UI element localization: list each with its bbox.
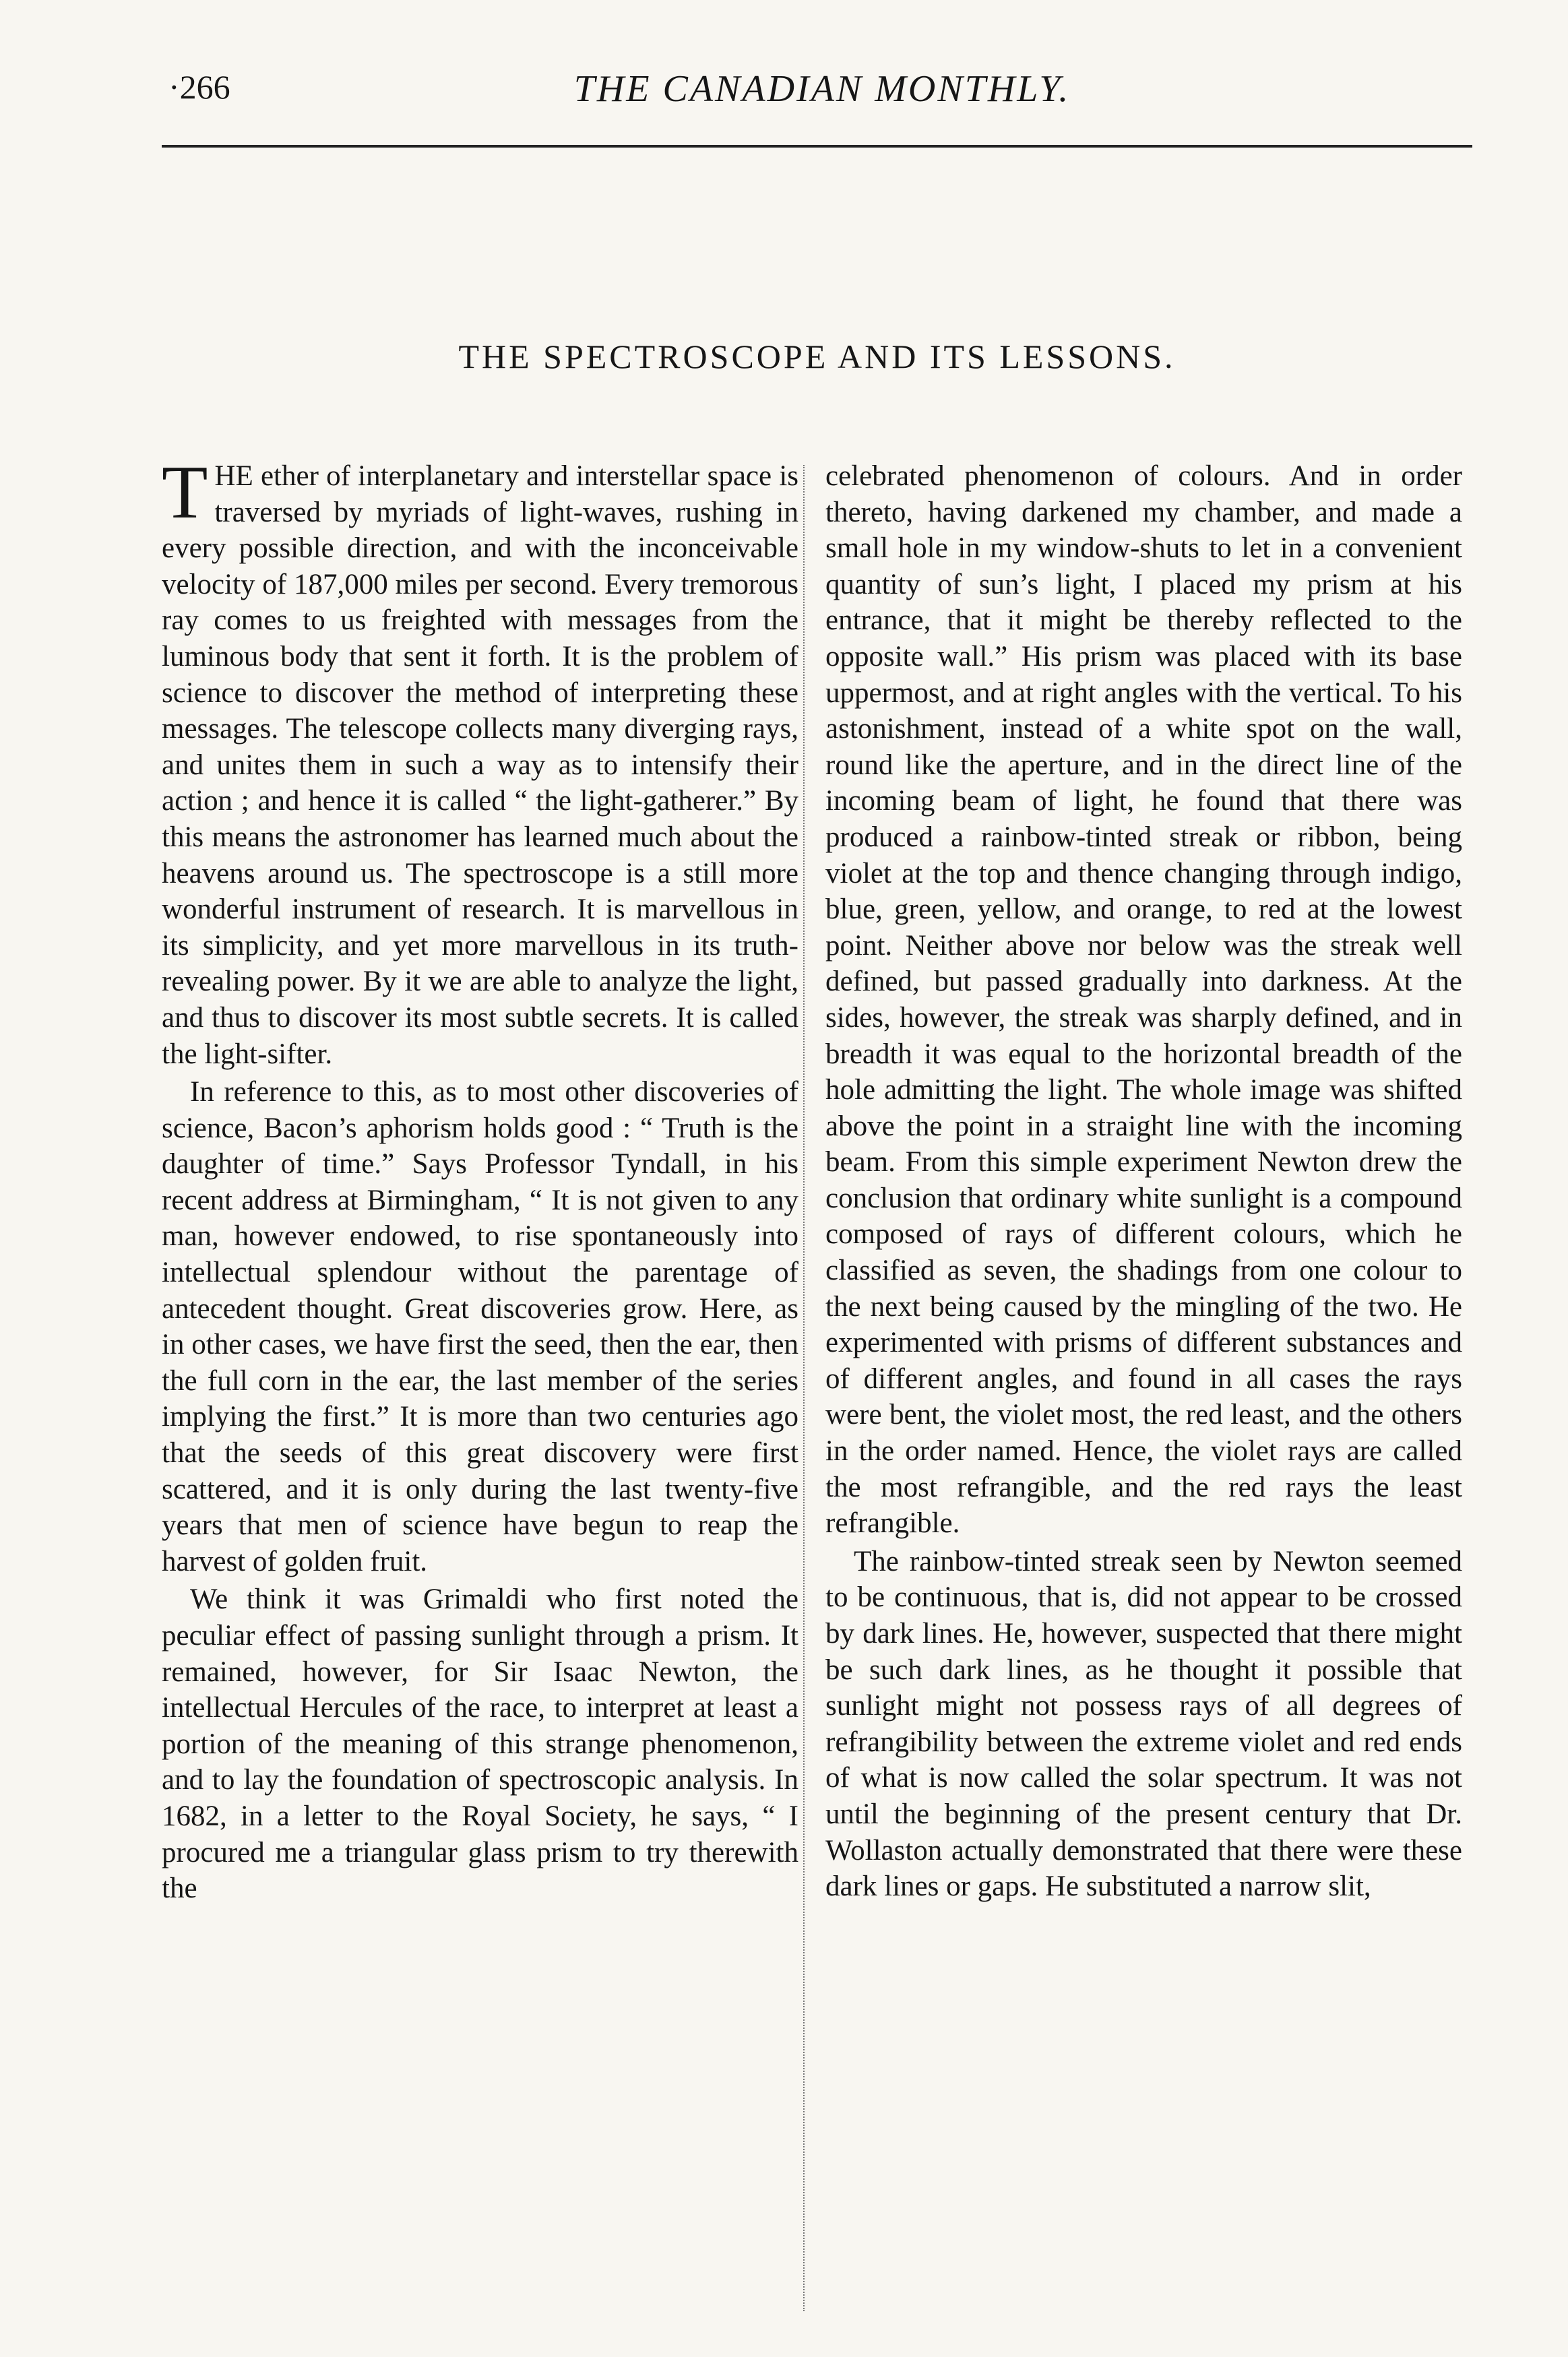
paragraph: The rainbow-tinted streak seen by Newton seemed to be continuous, that is, did not appear to be crossed by dark lines. He, however, suspected that there might be such dark lines, as he thought it possible that sunlight might not possess rays of all degrees of refrangibility between the extreme violet and red ends of what is now called the solar spectrum. It was not until the beginning of the present century that Dr. Wollaston actually demonstrated that there were these dark lines or gaps. He substituted a narrow slit, [825, 1545, 1462, 1903]
left-column [162, 451, 798, 1907]
paragraph: We think it was Grimaldi who first noted the peculiar effect of passing sunlight through a prism. It remained, however, for Sir Isaac Newton, the intellectual Hercules of the race, to interpret at least a portion of the meaning of this strange phenomenon, and to lay the foundation of spectroscopic analysis. In 1682, in a letter to the Royal Society, he says, “ I procured me a triangular glass prism to try therewith the [162, 1583, 798, 1905]
page-number: ·266 [168, 68, 230, 106]
drop-cap: T [162, 451, 208, 534]
column-divider [803, 465, 805, 2311]
right-column [825, 458, 1462, 1905]
header-rule [162, 145, 1472, 148]
running-title: THE CANADIAN MONTHLY. [573, 68, 1071, 110]
paragraph-text: HE ether of interplanetary and interstellar space is traversed by myriads of light-waves, rushing in every possible direction, and with the inconceivable velocity of 187,000 miles per second. Every tremorous ray comes to us freighted with messages from the luminous body that sent it forth. It is the problem of science to discover the method of interpreting these messages. The telescope collects many diverging rays, and unites them in such a way as to intensify their action ; and hence it is called “ the light-gatherer.” By this means the astronomer has learned much about the heavens around us. The spectroscope is a still more wonderful instrument of research. It is marvellous in its simplicity, and yet more marvellous in its truth-revealing power. By it we are able to analyze the light, and thus to discover its most subtle secrets. It is called the light-sifter. [162, 460, 798, 1070]
paragraph: In reference to this, as to most other discoveries of science, Bacon’s aphorism holds good : “ Truth is the daughter of time.” Says Professor Tyndall, in his recent address at Birmingham, “ It is not given to any man, however endowed, to rise spontaneously into intellectual splendour without the parentage of antecedent thought. Great discoveries grow. Here, as in other cases, we have first the seed, then the ear, then the full corn in the ear, the last member of the series implying the first.” It is more than two centuries ago that the seeds of this great discovery were first scattered, and it is only during the last twenty-five years that men of science have begun to reap the harvest of golden fruit. [162, 1076, 798, 1577]
paragraph [162, 451, 798, 1072]
page-header [168, 67, 1476, 121]
paragraph: celebrated phenomenon of colours. And in order thereto, having darkened my chamber, and made a small hole in my window-shuts to let in a convenient quantity of sun’s light, I placed my prism at his entrance, that it might be thereby reflected to the opposite wall.” His prism was placed with its base uppermost, and at right angles with the vertical. To his astonishment, instead of a white spot on the wall, round like the aperture, and in the direct line of the incoming beam of light, he found that there was produced a rainbow-tinted streak or ribbon, being violet at the top and thence changing through indigo, blue, green, yellow, and orange, to red at the lowest point. Neither above nor below was the streak well defined, but passed gradually into darkness. At the sides, however, the streak was sharply defined, and in breadth it was equal to the horizontal breadth of the hole admitting the light. The whole image was shifted above the point in a straight line with the incoming beam. From this simple experiment Newton drew the conclusion that ordinary white sunlight is a compound composed of rays of different colours, which he classified as seven, the shadings from one colour to the next being caused by the mingling of the two. He experimented with prisms of different substances and of different angles, and found in all cases the rays were bent, the violet most, the red least, and the others in the order named. Hence, the violet rays are called the most refrangible, and the red rays the least refrangible. [825, 460, 1462, 1540]
article-title: THE SPECTROSCOPE AND ITS LESSONS. [458, 338, 1176, 375]
